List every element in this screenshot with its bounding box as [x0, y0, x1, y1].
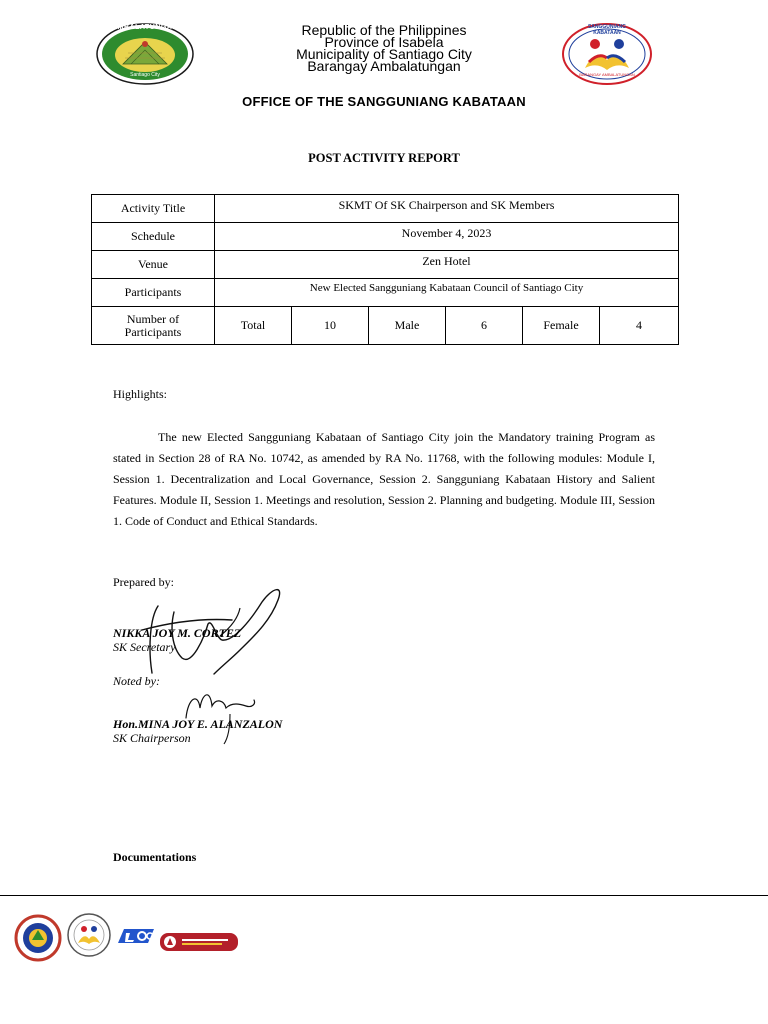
activity-title-value: SKMT Of SK Chairperson and SK Members	[215, 195, 679, 223]
letterhead-line-4: Barangay Ambalatungan	[307, 58, 461, 74]
row-number-of-participants	[92, 307, 679, 345]
right-seal-bottom-text: BARANGAY AMBALATUNGAN	[579, 72, 635, 77]
row-venue	[92, 251, 679, 279]
participants-value: New Elected Sangguniang Kabataan Council of Santiago City	[215, 279, 679, 307]
lydo-logo-icon	[114, 925, 160, 947]
male-label: Male	[369, 307, 446, 345]
letterhead-text	[210, 24, 558, 72]
prepared-by-name: NIKKA JOY M. CORTEZ	[113, 626, 242, 640]
noted-by-name: Hon.MINA JOY E. ALANZALON	[113, 717, 283, 731]
office-heading: OFFICE OF THE SANGGUNIANG KABATAAN	[242, 94, 526, 109]
tanggapan-seal-icon	[14, 914, 62, 962]
noted-by-role: SK Chairperson	[113, 731, 191, 745]
total-value: 10	[292, 307, 369, 345]
footer-divider	[0, 895, 768, 896]
sk-seal-footer-icon	[66, 912, 112, 958]
documentations-heading: Documentations	[113, 850, 197, 864]
activity-info-table	[91, 194, 679, 345]
letterhead-line-1: Republic of the Philippines	[301, 22, 467, 38]
letterhead-line-3: Municipality of Santiago City	[296, 46, 472, 62]
row-schedule	[92, 223, 679, 251]
letterhead-line-2: Province of Isabela	[324, 34, 444, 50]
report-title: POST ACTIVITY REPORT	[308, 151, 460, 165]
schedule-label: Schedule	[92, 223, 215, 251]
schedule-value: November 4, 2023	[215, 223, 679, 251]
number-of-participants-label	[92, 307, 215, 345]
left-seal-bottom-text: Santiago City	[130, 72, 160, 78]
highlights-paragraph: The new Elected Sangguniang Kabataan of Santiago City join the Mandatory training Program as stated in Section 28 of RA No. 10742, as amended by RA No. 11768, with the following modules: Module I, Session 1. Decentralization and Local Governance, Session 2. Sangguniang Kabataan History and Salient Features. Module II, Session 1. Meetings and resolution, Session 2. Planning and budgeting. Module III, Session 1. Code of Conduct and Ethical Standards.	[113, 430, 655, 528]
prepared-by-label: Prepared by:	[113, 575, 174, 589]
venue-label: Venue	[92, 251, 215, 279]
number-label-line-1: Number of	[126, 311, 180, 326]
female-label: Female	[523, 307, 600, 345]
right-seal-top-text: SANGGUNIANG KABATAAN	[587, 24, 627, 36]
venue-value: Zen Hotel	[215, 251, 679, 279]
row-activity-title	[92, 195, 679, 223]
row-participants	[92, 279, 679, 307]
kabataan-logo-icon	[160, 933, 238, 951]
highlights-label: Highlights:	[113, 387, 168, 401]
female-value: 4	[600, 307, 679, 345]
noted-by-signature	[180, 678, 260, 748]
male-value: 6	[446, 307, 523, 345]
participants-label: Participants	[92, 279, 215, 307]
noted-by-label: Noted by:	[113, 674, 160, 688]
left-seal-top-text: AMBALATUNGAN	[112, 24, 178, 31]
activity-title-label: Activity Title	[92, 195, 215, 223]
number-label-line-2: Participants	[124, 324, 182, 339]
total-label: Total	[215, 307, 292, 345]
prepared-by-role: SK Secretary	[113, 640, 176, 654]
